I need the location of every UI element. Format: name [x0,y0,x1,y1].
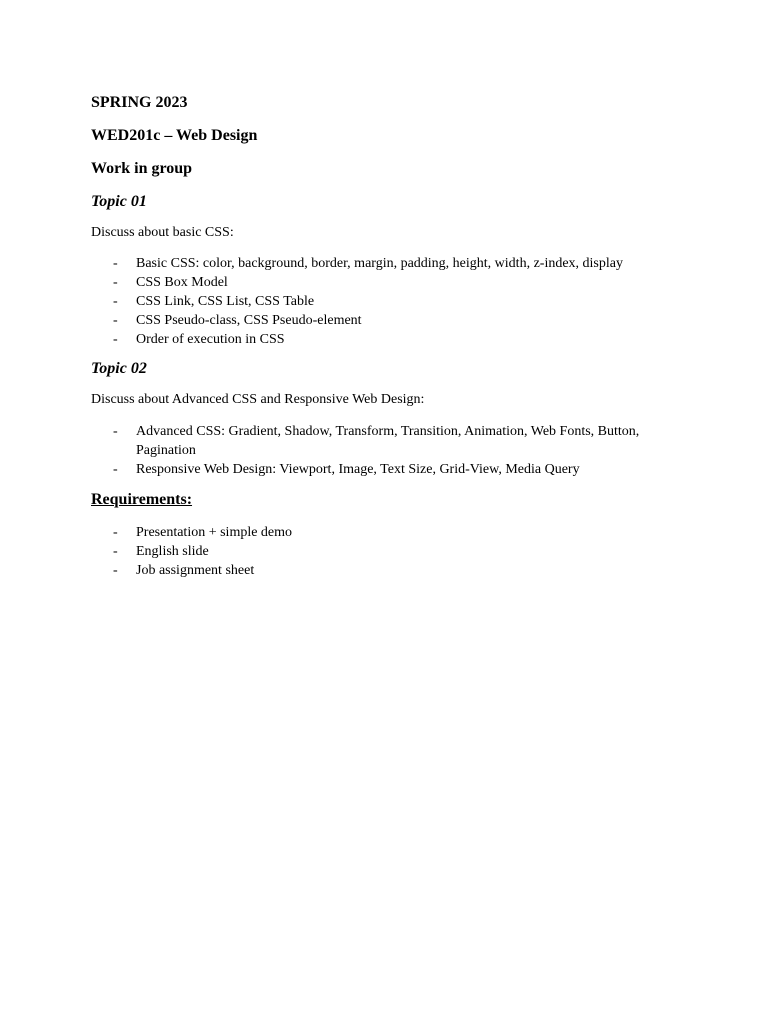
requirements-list [91,523,292,580]
list-item-text: Order of execution in CSS [136,332,285,347]
requirements-heading: Requirements: [91,491,193,508]
bullet-dash: - [113,462,118,477]
list-item-text: Basic CSS: color, background, border, margin, padding, height, width, z-index, display [136,256,623,271]
topic-01-list [91,254,623,349]
list-item-text: CSS Pseudo-class, CSS Pseudo-element [136,313,362,328]
bullet-dash: - [113,294,118,309]
list-item-text: CSS Link, CSS List, CSS Table [136,294,315,309]
topic-01-heading: Topic 01 [91,193,147,210]
list-item [91,254,623,273]
work-mode-heading: Work in group [91,160,193,177]
list-item [91,311,623,330]
list-item-text: Responsive Web Design: Viewport, Image, Text Size, Grid-View, Media Query [136,462,580,477]
list-item-text: CSS Box Model [136,275,228,290]
list-item-text: Advanced CSS: Gradient, Shadow, Transform, Transition, Animation, Web Fonts, Button, Pagination [136,424,640,458]
list-item [91,330,623,349]
list-item [91,273,623,292]
bullet-dash: - [113,275,118,290]
topic-02-heading: Topic 02 [91,360,147,377]
list-item [91,523,292,542]
topic-02-list [91,422,656,479]
topic-02-intro: Discuss about Advanced CSS and Responsive Web Design: [91,392,425,407]
list-item [91,542,292,561]
list-item-text: Job assignment sheet [136,563,255,578]
bullet-dash: - [113,313,118,328]
list-item-text: Presentation + simple demo [136,525,293,540]
bullet-dash: - [113,544,118,559]
list-item-text: English slide [136,544,209,559]
list-item [91,422,656,460]
list-item [91,292,623,311]
course-heading: WED201c – Web Design [91,127,258,144]
topic-01-intro: Discuss about basic CSS: [91,225,234,240]
bullet-dash: - [113,563,118,578]
list-item [91,561,292,580]
bullet-dash: - [113,525,118,540]
semester-heading: SPRING 2023 [91,94,188,111]
list-item [91,460,656,479]
bullet-dash: - [113,424,118,439]
bullet-dash: - [113,256,118,271]
bullet-dash: - [113,332,118,347]
